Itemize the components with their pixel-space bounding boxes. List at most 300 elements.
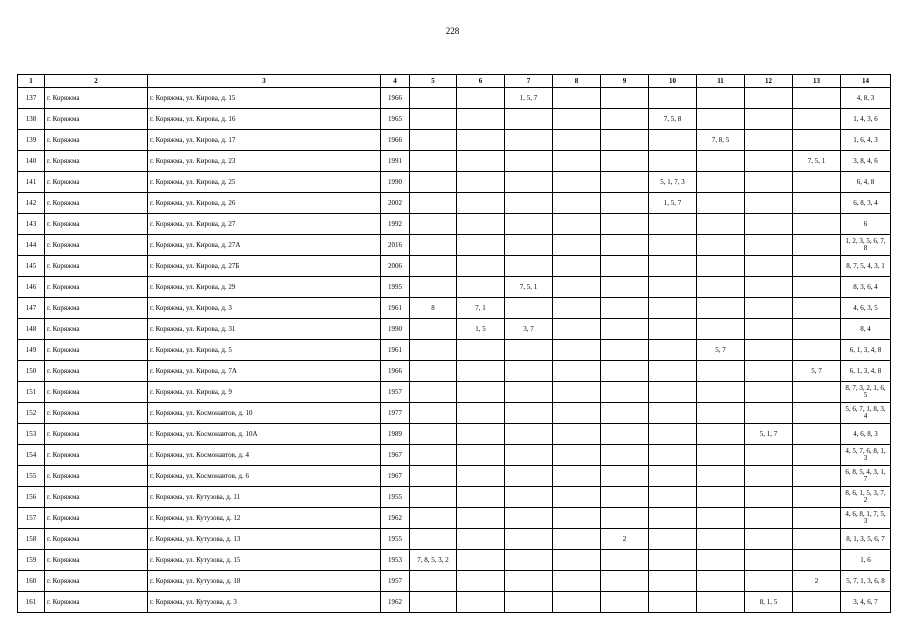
table-cell-col-14: 8, 6, 1, 5, 3, 7, 2 [841,487,891,508]
table-cell-col-6 [457,340,505,361]
table-cell-col-4: 1965 [381,109,410,130]
table-cell-col-4: 1977 [381,403,410,424]
table-cell-col-3: г. Коряжма, ул. Кирова, д. 15 [148,88,381,109]
table-cell-col-8 [553,256,601,277]
table-cell-col-13 [793,403,841,424]
table-cell-col-3: г. Коряжма, ул. Кирова, д. 29 [148,277,381,298]
table-cell-col-6 [457,466,505,487]
table-cell-col-13 [793,529,841,550]
table-cell-col-8 [553,151,601,172]
table-cell-col-10 [649,403,697,424]
table-cell-col-5 [410,319,457,340]
table-cell-col-12 [745,256,793,277]
table-cell-col-14: 6, 1, 3, 4, 8 [841,361,891,382]
table-cell-col-5 [410,424,457,445]
table-cell-col-7 [505,214,553,235]
table-cell-col-11 [697,214,745,235]
table-row [18,109,891,130]
table-row [18,193,891,214]
table-cell-col-12 [745,151,793,172]
table-cell-col-3: г. Коряжма, ул. Кирова, д. 17 [148,130,381,151]
table-row [18,235,891,256]
table-cell-col-3: г. Коряжма, ул. Космонавтов, д. 6 [148,466,381,487]
table-row [18,445,891,466]
table-row [18,319,891,340]
table-cell-col-1: 138 [18,109,45,130]
table-cell-col-14: 4, 8, 3 [841,88,891,109]
column-header-14: 14 [841,75,891,88]
table-cell-col-9 [601,361,649,382]
table-cell-col-7 [505,172,553,193]
table-cell-col-10 [649,361,697,382]
table-cell-col-4: 1966 [381,130,410,151]
table-cell-col-7 [505,424,553,445]
table-cell-col-14: 3, 8, 4, 6 [841,151,891,172]
table-cell-col-8 [553,466,601,487]
table-cell-col-1: 151 [18,382,45,403]
table-row [18,130,891,151]
table-cell-col-3: г. Коряжма, ул. Кутузова, д. 11 [148,487,381,508]
table-cell-col-10 [649,319,697,340]
table-cell-col-14: 4, 6, 3, 5 [841,298,891,319]
table-cell-col-9 [601,88,649,109]
table-cell-col-3: г. Коряжма, ул. Космонавтов, д. 10 [148,403,381,424]
table-cell-col-2: г. Коряжма [45,214,148,235]
table-cell-col-14: 6 [841,214,891,235]
table-cell-col-3: г. Коряжма, ул. Космонавтов, д. 10А [148,424,381,445]
table-cell-col-2: г. Коряжма [45,235,148,256]
table-cell-col-4: 1966 [381,88,410,109]
table-cell-col-3: г. Коряжма, ул. Кирова, д. 7А [148,361,381,382]
table-cell-col-12 [745,508,793,529]
table-cell-col-10 [649,550,697,571]
table-cell-col-14: 4, 6, 8, 3 [841,424,891,445]
table-cell-col-14: 5, 6, 7, 1, 8, 3, 4 [841,403,891,424]
table-cell-col-10 [649,235,697,256]
table-cell-col-8 [553,571,601,592]
table-cell-col-9 [601,592,649,613]
table-cell-col-3: г. Коряжма, ул. Кутузова, д. 13 [148,529,381,550]
table-cell-col-8 [553,130,601,151]
table-cell-col-3: г. Коряжма, ул. Кирова, д. 26 [148,193,381,214]
table-cell-col-12 [745,130,793,151]
page-number: 228 [445,26,460,36]
table-cell-col-2: г. Коряжма [45,151,148,172]
table-cell-col-5 [410,571,457,592]
table-row [18,256,891,277]
table-cell-col-3: г. Коряжма, ул. Кирова, д. 27А [148,235,381,256]
table-cell-col-7 [505,508,553,529]
table-cell-col-3: г. Коряжма, ул. Кирова, д. 31 [148,319,381,340]
table-cell-col-10 [649,571,697,592]
table-cell-col-1: 152 [18,403,45,424]
table-row [18,592,891,613]
column-header-9: 9 [601,75,649,88]
table-cell-col-4: 1966 [381,361,410,382]
table-cell-col-7 [505,361,553,382]
table-cell-col-9 [601,214,649,235]
table-cell-col-2: г. Коряжма [45,193,148,214]
table-cell-col-2: г. Коряжма [45,445,148,466]
table-row [18,508,891,529]
table-cell-col-4: 1990 [381,172,410,193]
column-header-4: 4 [381,75,410,88]
table-cell-col-9 [601,256,649,277]
table-cell-col-10 [649,466,697,487]
table-cell-col-3: г. Коряжма, ул. Кирова, д. 16 [148,109,381,130]
table-cell-col-10 [649,130,697,151]
table-cell-col-10 [649,529,697,550]
table-cell-col-7 [505,151,553,172]
table-cell-col-6 [457,445,505,466]
table-cell-col-11 [697,172,745,193]
table-cell-col-1: 161 [18,592,45,613]
table-cell-col-8 [553,235,601,256]
table-cell-col-6 [457,193,505,214]
table-cell-col-9 [601,571,649,592]
table-cell-col-8 [553,508,601,529]
table-cell-col-9 [601,382,649,403]
table-cell-col-6 [457,130,505,151]
table-cell-col-2: г. Коряжма [45,109,148,130]
table-cell-col-10 [649,382,697,403]
table-cell-col-7 [505,382,553,403]
table-cell-col-4: 1992 [381,214,410,235]
table-cell-col-5 [410,382,457,403]
table-cell-col-10 [649,445,697,466]
table-cell-col-9 [601,340,649,361]
table-cell-col-9 [601,487,649,508]
table-cell-col-2: г. Коряжма [45,130,148,151]
table-cell-col-11 [697,508,745,529]
table-row [18,382,891,403]
table-cell-col-12 [745,445,793,466]
column-header-2: 2 [45,75,148,88]
table-row [18,298,891,319]
table-cell-col-11 [697,487,745,508]
table-cell-col-1: 141 [18,172,45,193]
table-cell-col-9 [601,424,649,445]
table-row [18,403,891,424]
column-header-8: 8 [553,75,601,88]
table-cell-col-7 [505,529,553,550]
table-cell-col-9 [601,466,649,487]
table-cell-col-5 [410,109,457,130]
table-cell-col-4: 1955 [381,487,410,508]
table-cell-col-12 [745,235,793,256]
table-cell-col-3: г. Коряжма, ул. Кутузова, д. 12 [148,508,381,529]
table-cell-col-8 [553,277,601,298]
table-cell-col-14: 1, 6 [841,550,891,571]
table-cell-col-13 [793,277,841,298]
table-cell-col-1: 159 [18,550,45,571]
table-cell-col-2: г. Коряжма [45,361,148,382]
table-cell-col-9 [601,151,649,172]
table-cell-col-7 [505,109,553,130]
column-header-1: 1 [18,75,45,88]
table-cell-col-4: 1967 [381,445,410,466]
table-cell-col-2: г. Коряжма [45,277,148,298]
table-cell-col-10 [649,424,697,445]
table-cell-col-4: 1989 [381,424,410,445]
table-cell-col-9 [601,172,649,193]
table-cell-col-6 [457,361,505,382]
table-cell-col-14: 1, 2, 3, 5, 6, 7, 8 [841,235,891,256]
table-row [18,172,891,193]
table-cell-col-3: г. Коряжма, ул. Кутузова, д. 18 [148,571,381,592]
table-cell-col-2: г. Коряжма [45,424,148,445]
table-cell-col-13 [793,130,841,151]
table-cell-col-10: 5, 1, 7, 3 [649,172,697,193]
table-cell-col-14: 4, 6, 8, 1, 7, 5, 3 [841,508,891,529]
table-cell-col-2: г. Коряжма [45,172,148,193]
table-cell-col-9 [601,130,649,151]
table-cell-col-13 [793,109,841,130]
table-cell-col-3: г. Коряжма, ул. Кутузова, д. 15 [148,550,381,571]
table-cell-col-7 [505,340,553,361]
table-cell-col-4: 1955 [381,529,410,550]
table-cell-col-5 [410,172,457,193]
table-cell-col-13 [793,235,841,256]
table-cell-col-5 [410,529,457,550]
table-row [18,487,891,508]
table-cell-col-13 [793,319,841,340]
table-cell-col-5 [410,403,457,424]
table-cell-col-11 [697,256,745,277]
table-cell-col-5 [410,256,457,277]
table-cell-col-13 [793,214,841,235]
table-cell-col-7 [505,550,553,571]
table-cell-col-5 [410,130,457,151]
table-cell-col-9 [601,550,649,571]
table-cell-col-13: 2 [793,571,841,592]
table-cell-col-2: г. Коряжма [45,508,148,529]
table-cell-col-7: 7, 5, 1 [505,277,553,298]
table-cell-col-5 [410,235,457,256]
table-cell-col-4: 1967 [381,466,410,487]
table-cell-col-9 [601,298,649,319]
table-row [18,529,891,550]
table-cell-col-7 [505,298,553,319]
table-cell-col-10 [649,298,697,319]
table-cell-col-1: 155 [18,466,45,487]
table-cell-col-2: г. Коряжма [45,403,148,424]
table-cell-col-6 [457,172,505,193]
table-cell-col-13 [793,424,841,445]
table-cell-col-14: 8, 3, 6, 4 [841,277,891,298]
table-cell-col-1: 145 [18,256,45,277]
table-cell-col-9 [601,445,649,466]
table-cell-col-12 [745,109,793,130]
table-cell-col-2: г. Коряжма [45,256,148,277]
table-row [18,361,891,382]
table-cell-col-5 [410,151,457,172]
table-row [18,88,891,109]
table-cell-col-8 [553,193,601,214]
table-cell-col-3: г. Коряжма, ул. Кирова, д. 23 [148,151,381,172]
table-cell-col-6 [457,382,505,403]
table-cell-col-14: 4, 5, 7, 6, 8, 1, 3 [841,445,891,466]
table-cell-col-9 [601,235,649,256]
table-cell-col-6: 7, 1 [457,298,505,319]
table-cell-col-11 [697,319,745,340]
table-cell-col-10 [649,277,697,298]
column-header-11: 11 [697,75,745,88]
table-cell-col-2: г. Коряжма [45,319,148,340]
table-cell-col-14: 6, 4, 8 [841,172,891,193]
table-cell-col-11 [697,88,745,109]
table-cell-col-11 [697,550,745,571]
table-cell-col-13 [793,466,841,487]
table-cell-col-10 [649,340,697,361]
table-cell-col-12 [745,298,793,319]
table-cell-col-10 [649,214,697,235]
table-cell-col-4: 1962 [381,508,410,529]
table-cell-col-7 [505,130,553,151]
table-cell-col-13 [793,172,841,193]
table-cell-col-5 [410,88,457,109]
table-cell-col-6 [457,424,505,445]
table-cell-col-1: 149 [18,340,45,361]
table-cell-col-12 [745,466,793,487]
table-cell-col-14: 5, 7, 1, 3, 6, 8 [841,571,891,592]
table-cell-col-3: г. Коряжма, ул. Кирова, д. 5 [148,340,381,361]
table-cell-col-12 [745,319,793,340]
table-cell-col-6 [457,235,505,256]
table-cell-col-3: г. Коряжма, ул. Кирова, д. 27Б [148,256,381,277]
table-cell-col-8 [553,88,601,109]
table-cell-col-13 [793,445,841,466]
table-cell-col-11 [697,109,745,130]
table-row [18,571,891,592]
table-cell-col-5 [410,214,457,235]
table-cell-col-10: 1, 5, 7 [649,193,697,214]
column-header-12: 12 [745,75,793,88]
table-cell-col-11 [697,151,745,172]
table-cell-col-3: г. Коряжма, ул. Кирова, д. 9 [148,382,381,403]
table-cell-col-13 [793,487,841,508]
table-cell-col-9 [601,193,649,214]
table-cell-col-6 [457,109,505,130]
table-cell-col-6 [457,529,505,550]
table-cell-col-5 [410,277,457,298]
table-cell-col-10 [649,151,697,172]
table-cell-col-13 [793,592,841,613]
table-cell-col-1: 147 [18,298,45,319]
table-cell-col-11: 5, 7 [697,340,745,361]
table-cell-col-5 [410,445,457,466]
table-cell-col-2: г. Коряжма [45,592,148,613]
table-row [18,340,891,361]
table-cell-col-5 [410,487,457,508]
table-cell-col-8 [553,109,601,130]
table-cell-col-2: г. Коряжма [45,298,148,319]
table-cell-col-12 [745,571,793,592]
table-cell-col-11: 7, 8, 5 [697,130,745,151]
table-cell-col-11 [697,529,745,550]
table-cell-col-13 [793,256,841,277]
table-cell-col-12: 8, 1, 5 [745,592,793,613]
table-cell-col-7 [505,466,553,487]
table-row [18,277,891,298]
table-cell-col-14: 8, 4 [841,319,891,340]
table-cell-col-12 [745,550,793,571]
table-cell-col-2: г. Коряжма [45,487,148,508]
table-cell-col-2: г. Коряжма [45,529,148,550]
table-cell-col-1: 142 [18,193,45,214]
table-cell-col-2: г. Коряжма [45,466,148,487]
table-cell-col-11 [697,382,745,403]
table-cell-col-12 [745,277,793,298]
column-header-5: 5 [410,75,457,88]
table-cell-col-11 [697,445,745,466]
table-body [18,88,891,613]
table-row [18,466,891,487]
table-cell-col-9 [601,319,649,340]
table-cell-col-6 [457,550,505,571]
table-cell-col-6 [457,571,505,592]
table-cell-col-7 [505,235,553,256]
table-cell-col-1: 154 [18,445,45,466]
table-cell-col-12 [745,529,793,550]
table-cell-col-6 [457,88,505,109]
table-cell-col-7 [505,571,553,592]
table-cell-col-14: 8, 7, 5, 4, 3, 1 [841,256,891,277]
table-cell-col-7 [505,403,553,424]
table-cell-col-1: 143 [18,214,45,235]
table-cell-col-7 [505,256,553,277]
table-cell-col-11 [697,235,745,256]
table-cell-col-6 [457,277,505,298]
table-cell-col-2: г. Коряжма [45,88,148,109]
column-header-6: 6 [457,75,505,88]
table-cell-col-1: 148 [18,319,45,340]
table-cell-col-12 [745,193,793,214]
table-cell-col-4: 1990 [381,319,410,340]
table-cell-col-4: 1957 [381,571,410,592]
table-cell-col-11 [697,424,745,445]
table-cell-col-8 [553,592,601,613]
table-cell-col-9 [601,508,649,529]
table-cell-col-9 [601,403,649,424]
table-cell-col-11 [697,571,745,592]
table-cell-col-1: 150 [18,361,45,382]
table-cell-col-12 [745,340,793,361]
table-cell-col-12 [745,172,793,193]
table-cell-col-5 [410,193,457,214]
table-cell-col-8 [553,445,601,466]
table-cell-col-12 [745,382,793,403]
table-cell-col-2: г. Коряжма [45,340,148,361]
table-cell-col-5: 8 [410,298,457,319]
table-cell-col-14: 8, 7, 3, 2, 1, 6, 5 [841,382,891,403]
table-cell-col-8 [553,319,601,340]
table-cell-col-2: г. Коряжма [45,571,148,592]
table-cell-col-5 [410,592,457,613]
table-cell-col-2: г. Коряжма [45,550,148,571]
table-cell-col-7 [505,445,553,466]
table-cell-col-1: 158 [18,529,45,550]
table-cell-col-5 [410,466,457,487]
table-cell-col-8 [553,550,601,571]
table-cell-col-1: 160 [18,571,45,592]
table-cell-col-11 [697,193,745,214]
data-table [17,74,891,613]
table-cell-col-14: 3, 4, 6, 7 [841,592,891,613]
column-header-10: 10 [649,75,697,88]
table-cell-col-4: 1961 [381,340,410,361]
table-cell-col-12 [745,88,793,109]
